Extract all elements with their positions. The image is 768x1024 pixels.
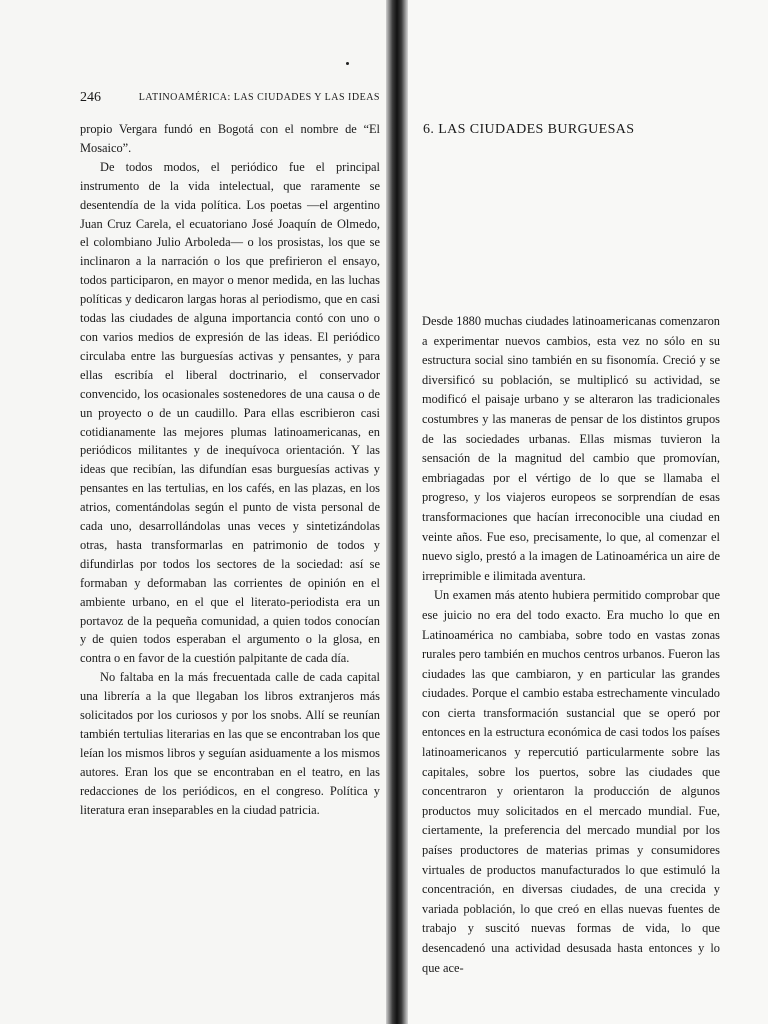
chapter-title: 6. LAS CIUDADES BURGUESAS xyxy=(423,122,635,137)
right-text-column xyxy=(422,312,720,978)
book-gutter xyxy=(386,0,408,1024)
paragraph: No faltaba en la más frecuentada calle de cada capital una librería a la que llegaban los libros extranjeros más solicitados por los curiosos y por los snobs. Allí se reunían también tertulias literarias en las que se encontraban los que leían los mismos libros y seguían asiduamente a los mismos autores. Eran los que se encontraban en el teatro, en las redacciones de los periódicos, en el congreso. Política y literatura eran inseparables en la ciudad patricia. xyxy=(80,670,380,817)
left-text-column xyxy=(80,120,380,820)
paragraph: Desde 1880 muchas ciudades latinoamericanas comenzaron a experimentar nuevos cambios, esta vez no sólo en su estructura social sino también en su fisonomía. Creció y se diversificó su población, se multiplicó su actividad, se modificó el paisaje urbano y se alteraron las tradicionales costumbres y las maneras de pensar de los distintos grupos de las sociedades urbanas. Ellas mismas tuvieron la sensación de la magnitud del cambio que promovían, embriagadas por el vértigo de lo que se llamaba el progreso, y los viajeros europeos se sorprendían de esas transformaciones que hacían irreconocible una ciudad en veinte años. Fue eso, precisamente, lo que, al comenzar el nuevo siglo, prestó a la imagen de Latinoamérica un aire de irreprimible e ilimitada aventura. xyxy=(422,314,720,583)
paragraph: Un examen más atento hubiera permitido comprobar que ese juicio no era del todo exacto. Era mucho lo que en Latinoamérica no cambiaba, sobre todo en vastas zonas rurales pero también en muchos centros urbanos. Fueron las ciudades las que cambiaron, y en particular las grandes ciudades. Porque el cambio estaba estrechamente vinculado con cierta transformación sustancial que se operó por entonces en la estructura económica de casi todos los países latinoamericanos y repercutió particularmente sobre las capitales, sobre los puertos, sobre las ciudades que concentraron y orientaron la producción de algunos productos muy solicitados en el mercado mundial. Fue, ciertamente, la preferencia del mercado mundial por los países productores de materias primas y consumidores virtuales de productos manufacturados lo que estimuló la concentración, en diversas ciudades, de una crecida y variada población, lo que creó en ellas nuevas fuentes de trabajo y suscitó nuevas formas de vida, lo que desencadenó una actividad desusada hasta entonces y lo que ace- xyxy=(422,588,720,975)
paragraph: De todos modos, el periódico fue el principal instrumento de la vida intelectual, que raramente se desentendía de la vida política. Los poetas —el argentino Juan Cruz Carela, el ecuatoriano José Joaquín de Olmedo, el colombiano Julio Arboleda— o los prosistas, los que se inclinaron a la narración o los que prefirieron el ensayo, todos participaron, en mayor o menor medida, en las luchas políticas y dedicaron largas horas al periodismo, que en casi todas las ciudades de alguna importancia contó con uno o con varios medios de expresión de las ideas. El periódico circulaba entre las burguesías activas y pensantes, y para ellas escribía el liberal doctrinario, el conservador convencido, los ocasionales sostenedores de una causa o de un proyecto o de un caudillo. Para ellas escribieron casi cotidianamente las mejores plumas latinoamericanas, en periódicos militantes y de inequívoca orientación. Y las ideas que recibían, las difundían esas burguesías activas y pensantes en las tertulias, en los cafés, en las plazas, en los atrios, comentándolas según el punto de vista personal de cada uno, desarrollándolas unas veces y sintetizándolas otras, hasta transformarlas en patrimonio de todos y difundirlas por todos los sectores de la sociedad: así se formaban y deformaban las corrientes de opinión en el ambiente urbano, en el que el literato-periodista era un portavoz de la pequeña comunidad, a quien todos conocían y de quien todos esperaban el argumento o la glosa, en contra o en favor de la cuestión palpitante de cada día. xyxy=(80,159,380,666)
ink-speck xyxy=(346,62,349,65)
page-number: 246 xyxy=(80,90,101,105)
running-head-title: LATINOAMÉRICA: LAS CIUDADES Y LAS IDEAS xyxy=(138,92,380,103)
paragraph: propio Vergara fundó en Bogotá con el nombre de “El Mosaico”. xyxy=(80,122,380,155)
